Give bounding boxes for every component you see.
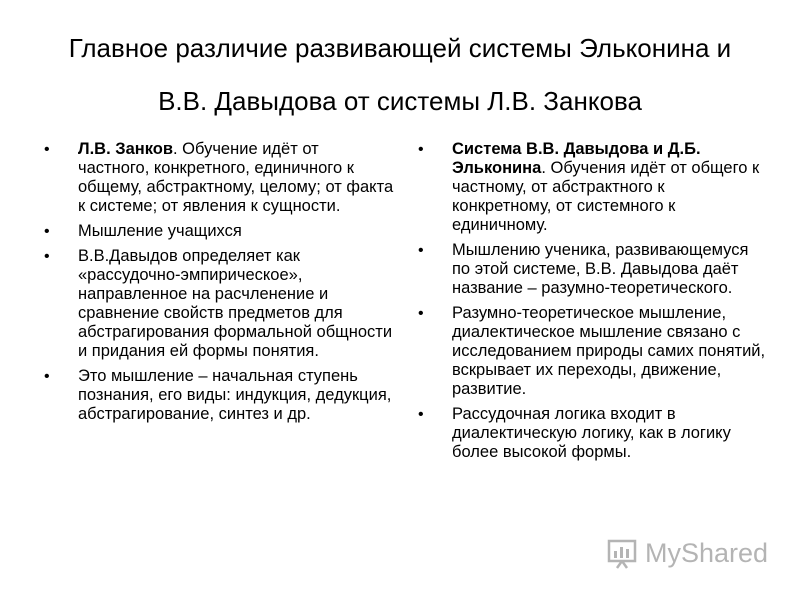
bullet: • <box>418 406 424 423</box>
item-text: В.В.Давыдов определяет как «рассудочно-эмпирическое», направленное на расчленение и сравнение свойств предметов для абстрагирования формальной общности и придания ей формы понятия. <box>78 247 393 360</box>
myshared-watermark <box>607 536 768 570</box>
slide-title-line-1: Главное различие развивающей системы Эльконина и <box>68 33 732 63</box>
list-item <box>44 140 394 216</box>
item-text: Это мышление – начальная ступень познания, его виды: индукция, дедукция, абстрагирование, синтез и др. <box>78 367 392 423</box>
bullet: • <box>44 368 50 385</box>
item-text: Разумно-теоретическое мышление, диалектическое мышление связано с исследованием природы самих понятий, вскрывает их переходы, движение, развитие. <box>452 304 766 398</box>
list-item <box>418 241 768 298</box>
list-item <box>418 405 768 462</box>
bullet: • <box>44 223 50 240</box>
bullet: • <box>44 248 50 265</box>
list-item <box>44 247 394 361</box>
item-text: Мышление учащихся <box>78 222 242 240</box>
bullet: • <box>418 305 424 322</box>
slide-title-line-2: В.В. Давыдова от системы Л.В. Занкова <box>158 86 642 116</box>
list-item <box>44 367 394 424</box>
item-bold-text: Л.В. Занков <box>78 140 173 158</box>
bullet: • <box>418 141 424 158</box>
list-item <box>418 140 768 235</box>
item-text: Мышлению ученика, развивающемуся по этой системе, В.В. Давыдова даёт название – разумно-теоретического. <box>452 241 749 297</box>
bullet: • <box>418 242 424 259</box>
list-item <box>44 222 394 241</box>
item-bold-text: Система В.В. Давыдова и Д.Б. Эльконина <box>452 140 701 177</box>
item-text: . Обучения идёт от общего к частному, от абстрактного к конкретному, от системного к единичному. <box>452 159 760 234</box>
chart-icon <box>607 537 639 569</box>
bullet: • <box>44 141 50 158</box>
watermark-text: MyShared <box>645 537 769 568</box>
left-column-list <box>44 140 394 430</box>
list-item <box>418 304 768 399</box>
item-text: . Обучение идёт от частного, конкретного, единичного к общему, абстрактному, целому; от факта к системе; от явления к сущности. <box>78 140 394 215</box>
item-text: Рассудочная логика входит в диалектическую логику, как в логику более высокой формы. <box>452 405 731 461</box>
right-column-list <box>418 140 768 468</box>
